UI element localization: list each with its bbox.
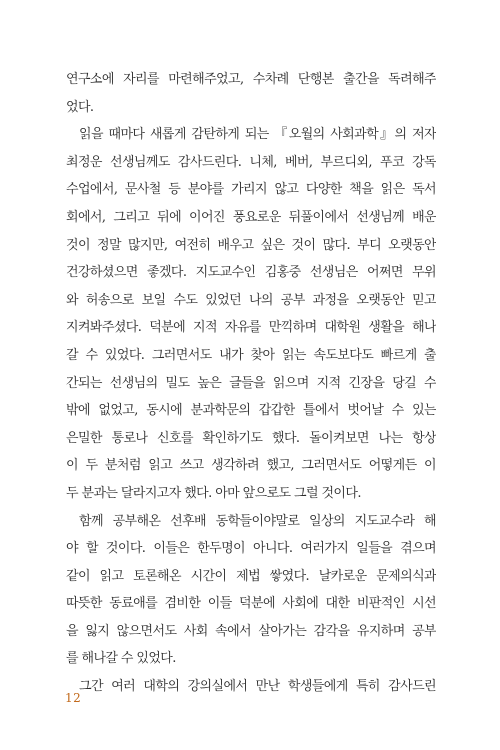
text-line: 것이 정말 많지만, 여전히 배우고 싶은 것이 많다. 부디 오랫동안 <box>66 237 436 253</box>
page-number: 12 <box>65 691 82 705</box>
paragraph-2 <box>66 121 436 507</box>
paragraph-4 <box>66 673 436 701</box>
text-line: 따뜻한 동료애를 겸비한 이들 덕분에 사회에 대한 비판적인 시선 <box>66 596 436 612</box>
paragraph-1 <box>66 66 436 121</box>
text-line: 건강하셨으면 좋겠다. 지도교수인 김홍중 선생님은 어쩌면 무위 <box>66 265 436 281</box>
text-line: 와 허송으로 보일 수도 있었던 나의 공부 과정을 오랫동안 믿고 <box>66 292 436 308</box>
text-line: 그간 여러 대학의 강의실에서 만난 학생들에게 특히 감사드린 <box>79 679 436 695</box>
text-line: 갈 수 있었다. 그러면서도 내가 찾아 읽는 속도보다도 빠르게 출 <box>66 347 436 363</box>
text-line: 두 분과는 달라지고자 했다. 아마 앞으로도 그럴 것이다. <box>66 485 361 501</box>
text-line: 이 두 분처럼 읽고 쓰고 생각하려 했고, 그러면서도 어떻게든 이 <box>66 458 436 474</box>
text-line: 야 할 것이다. 이들은 한두명이 아니다. 여러가지 일들을 겪으며 <box>66 541 436 557</box>
text-line: 은밀한 통로나 신호를 확인하기도 했다. 돌이켜보면 나는 항상 <box>66 430 436 446</box>
text-line: 지켜봐주셨다. 덕분에 지적 자유를 만끽하며 대학원 생활을 해나 <box>66 320 436 336</box>
text-line: 최정운 선생님께도 감사드린다. 니체, 베버, 부르디외, 푸코 강독 <box>66 154 436 170</box>
text-line: 수업에서, 문사철 등 분야를 가리지 않고 다양한 책을 읽은 독서 <box>66 182 436 198</box>
paragraph-3 <box>66 508 436 674</box>
body-text <box>66 66 436 701</box>
text-line: 같이 읽고 토론해온 시간이 제법 쌓였다. 날카로운 문제의식과 <box>66 568 436 584</box>
text-line: 간되는 선생님의 밀도 높은 글들을 읽으며 지적 긴장을 당길 수 <box>66 375 436 391</box>
text-line: 었다. <box>66 99 94 115</box>
text-line: 읽을 때마다 새롭게 감탄하게 되는 『오월의 사회과학』의 저자 <box>79 127 436 143</box>
text-line: 을 잃지 않으면서도 사회 속에서 살아가는 감각을 유지하며 공부 <box>66 623 436 639</box>
text-line: 함께 공부해온 선후배 동학들이야말로 일상의 지도교수라 해 <box>79 513 436 529</box>
text-line: 회에서, 그리고 뒤에 이어진 풍요로운 뒤풀이에서 선생님께 배운 <box>66 209 436 225</box>
text-line: 밖에 없었고, 동시에 분과학문의 갑갑한 틀에서 벗어날 수 있는 <box>66 403 436 419</box>
text-line: 를 해나갈 수 있었다. <box>66 651 176 667</box>
text-line: 연구소에 자리를 마련해주었고, 수차례 단행본 출간을 독려해주 <box>66 72 436 87</box>
